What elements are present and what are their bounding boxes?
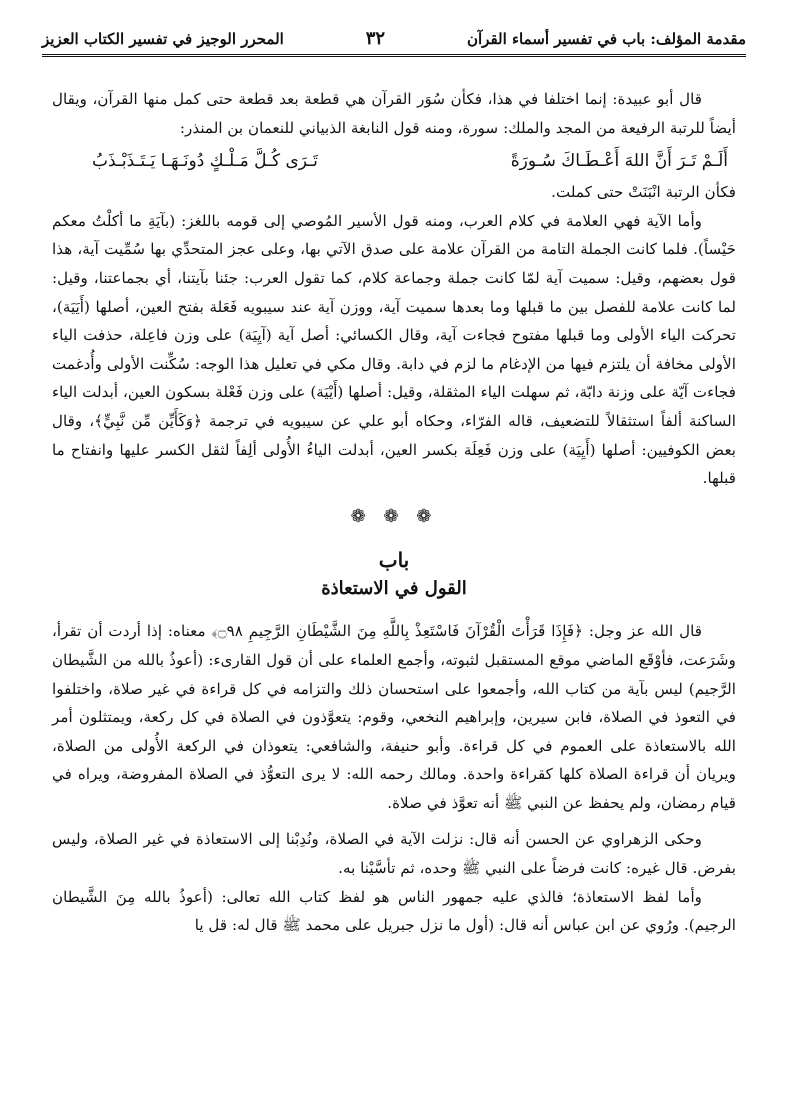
page-number: ٣٢ [365, 28, 386, 49]
running-header [42, 28, 746, 57]
verse-second-hemistich: تَـرَى كُـلَّ مَـلْـكٍ دُونَـهَـا يَـتَـذَبْـذَبُ [92, 151, 318, 172]
chapter-subheading: القول في الاستعاذة [321, 578, 467, 600]
paragraph: فكأن الرتبة انْبَنَتْ حتى كملت. [551, 183, 736, 202]
page-body [52, 85, 736, 940]
section-separator: ❁ ❁ ❁ [350, 505, 438, 527]
verse-first-hemistich: أَلَـمْ تَـرَ أَنَّ اللهَ أَعْـطَـاكَ سُـورَةً [510, 151, 728, 172]
header-chapter: مقدمة المؤلف: باب في تفسير أسماء القرآن [466, 30, 746, 48]
paragraph: وأما لفظ الاستعاذة؛ فالذي عليه جمهور الناس هو لفظ كتاب الله تعالى: (أعوذُ بالله مِنَ الشَّيطان الرجيم). ورُوي عن ابن عباس أنه قال: (أول ما نزل جبريل على محمد ﷺ قال له: قل يا [52, 887, 736, 935]
poetry-verse [52, 144, 736, 178]
paragraph: وحكى الزهراوي عن الحسن أنه قال: نزلت الآية في الصلاة، ونُدِبْنا إلى الاستعاذة في غير الصلاة، وليس بفرض. قال غيره: كانت فرضاً على النبي ﷺ وحده، ثم تأسَّيْنا به. [52, 830, 736, 878]
chapter-heading: باب [378, 548, 410, 573]
paragraph: قال أبو عبيدة: إنما اختلفا في هذا، فكأن سُوَر القرآن هي قطعة بعد قطعة حتى كمل منها القرآن، ويقال أيضاً للرتبة الرفيعة من المجد والملك: سورة، ومنه قول النابغة الذبياني للنعمان بن المنذر: [52, 90, 736, 137]
paragraph: قال الله عز وجل: ﴿فَإِذَا قَرَأْتَ الْقُرْآنَ فَاسْتَعِذْ بِاللَّهِ مِنَ الشَّيْطَانِ الرَّجِيمِ ۝٩٨﴾ معناه: إذا أردت أن تقرأ، وشَرَعت، فأوْقَع الماضي موقع المستقبل لثبوته، وأجمع العلماء على أن قول القارىء: (أعوذُ بالله من الشَّيطان الرَّجيم) ليس بآية من كتاب الله، وأجمعوا على استحسان ذلك والتزامه في كل قراءة في غير صلاة، واختلفوا في التعوذ في الصلاة، فابن سيرين، وإبراهيم النخعي، وقوم: يتعوَّذون في الصلاة في كل ركعة، ويمتثلون أمر الله بالاستعاذة على العموم في كل قراءة. وأبو حنيفة، والشافعي: يتعوذان في الركعة الأُولى من الصلاة، ويريان أن قراءة الصلاة كلها كقراءة واحدة. ومالك رحمه الله: لا يرى التعوُّذ في الصلاة المفروضة، ويراه في قيام رمضان، ولم يحفظ عن النبي ﷺ أنه تعوَّذ في صلاة. [52, 622, 736, 812]
paragraph: وأما الآية فهي العلامة في كلام العرب، ومنه قول الأسير المُوصي إلى قومه باللغز: (بآيَةِ ما أكلْتُ معكم حَيْساً). فلما كانت الجملة التامة من القرآن علامة على صدق الآتي بها، وعلى عجز المتحدِّي بها سُمِّيت آية، هذا قول بعضهم، وقيل: سميت آية لمّا كانت جملة وجماعة كلام، كما تقول العرب: جئنا بآيتنا، أي بجماعتنا، وقيل: لما كانت علامة للفصل بين ما قبلها وما بعدها سميت آية، ووزن آية عند سيبويه فَعَلة بفتح العين، أصلها (أَيَيَة)، تحركت الياء الأولى وما قبلها مفتوح فجاءت آية، وقال الكسائي: أصل آية (آيِيَة) على وزن فاعِلة، حذفت الياء الأولى مخافة أن يلتزم فيها من الإدغام ما لزم في دابة. وقال مكي في تعليل هذا الوجه: سُكِّنت الأولى وأُدغمت فجاءت آيّة على وزنة دابّة، ثم سهلت الياء المثقلة، وقيل: أصلها (أَيْيَة) على وزن فَعْلة بسكون العين، أبدلت الياء الساكنة ألفاً استثقالاً للتضعيف، قاله الفرّاء، وحكاه أبو علي عن سيبويه في ترجمة ﴿وَكَأَيِّن مِّن نَّبِيٍّ﴾، وقال بعض الكوفيين: أصلها (أَيِيَة) على وزن فَعِلَة بكسر العين، أبدلت الياءُ الأُولى ألِفاً لثقل الكسر عليها وانفتاح ما قبلها. [52, 211, 736, 488]
header-book-title: المحرر الوجيز في تفسير الكتاب العزيز [42, 30, 284, 48]
